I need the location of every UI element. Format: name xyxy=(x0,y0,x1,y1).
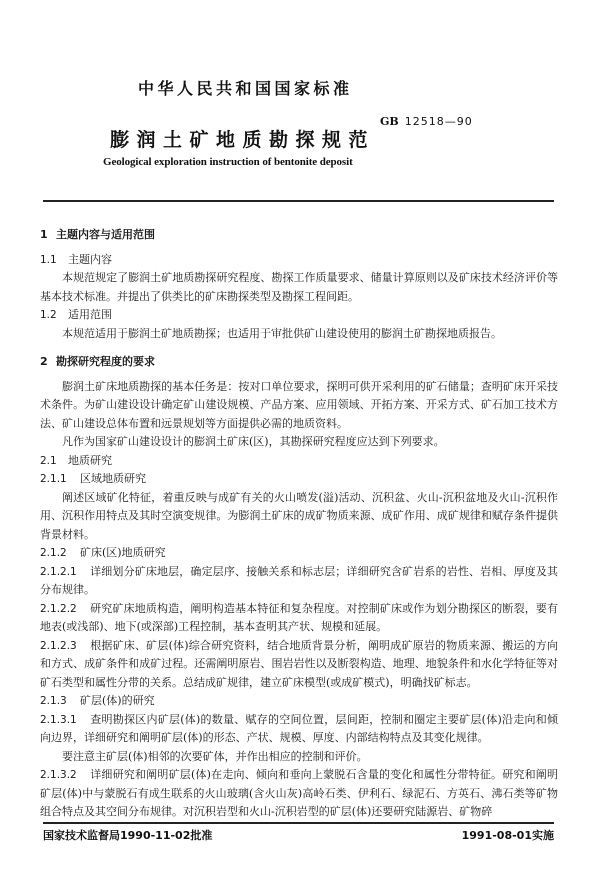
header-divider xyxy=(43,200,554,202)
section-1-2-text: 本规范适用于膨润土矿地质勘探；也适用于审批供矿山建设使用的膨润土矿勘探地质报告。 xyxy=(62,326,502,340)
clause-2-1-3-2: 2.1.3.2 详细研究和阐明矿层(体)在走向、倾向和垂向上蒙脱石含量的变化和属性分带特征。研究和阐明矿层(体)中与蒙脱石有成生联系的火山玻璃(含火山灰)高岭石类、伊利石、绿泥石、方英石、沸石类等矿物组合特点及其空间分布规律。对沉积岩型和火山-沉积岩型的矿层(体)还要研究陆源岩、矿物碎 xyxy=(40,768,558,818)
section-2-1-3-heading: 2.1.3 矿层(体)的研究 xyxy=(40,694,155,707)
approval-date: 国家技术监督局1990-11-02批准 xyxy=(43,829,213,842)
section-2-1-1-heading: 2.1.1 区域地质研究 xyxy=(40,472,146,485)
section-2-text-2: 凡作为国家矿山建设设计的膨润土矿床(区)，其勘探研究程度应达到下列要求。 xyxy=(62,435,445,448)
footer xyxy=(43,827,554,843)
section-1-2-heading: 1.2 适用范围 xyxy=(40,308,112,321)
clause-2-1-2-2: 2.1.2.2 研究矿床地质构造，阐明构造基本特征和复杂程度。对控制矿床或作为划分勘探区的断裂，要有地表(或浅部)、地下(或深部)工程控制，基本查明其产状、规模和延展。 xyxy=(40,601,558,633)
section-2-text-1: 膨润土矿床地质勘探的基本任务是：按对口单位要求，探明可供开采利用的矿石储量；查明矿床开采技术条件。为矿山建设设计确定矿山建设规模、产品方案、应用领域、开拓方案、开采方式、矿石加工技术方法、矿山建设总体布置和远景规划等方面提供必需的地质资料。 xyxy=(40,379,558,430)
document-body xyxy=(40,226,558,822)
clause-2-1-3-1: 2.1.3.1 查明勘探区内矿层(体)的数量、赋存的空间位置，层间距，控制和圈定主要矿层(体)沿走向和倾向边界，详细研究和阐明矿层(体)的形态、产状、规模、厚度、内部结构特点及其变化规律。 xyxy=(40,712,558,744)
national-standard-heading: 中华人民共和国国家标准 xyxy=(138,79,353,98)
section-1-heading: 1 主题内容与适用范围 xyxy=(40,228,155,241)
standard-number: 12518—90 xyxy=(404,115,473,128)
footer-divider xyxy=(43,822,554,824)
implementation-date: 1991-08-01实施 xyxy=(461,829,554,842)
section-2-1-2-heading: 2.1.2 矿床(区)地质研究 xyxy=(40,546,166,559)
section-2-1-1-text: 阐述区域矿化特征，着重反映与成矿有关的火山喷发(溢)活动、沉积盆、火山-沉积盆地及火山-沉积作用、沉积作用特点及其时空演变规律。为膨润土矿床的成矿物质来源、成矿作用、成矿规律和赋存条件提供背景材料。 xyxy=(40,490,558,541)
standard-prefix: GB xyxy=(380,115,399,128)
document-title-cn: 膨润土矿地质勘探规范 xyxy=(110,129,376,151)
clause-2-1-3-1-note: 要注意主矿层(体)相邻的次要矿体，并作出相应的控制和评价。 xyxy=(62,749,368,763)
clause-2-1-2-1: 2.1.2.1 详细划分矿床地层，确定层序、接触关系和标志层；详细研究含矿岩系的岩性、岩相、厚度及其分布规律。 xyxy=(40,564,558,596)
section-1-1-text: 本规范规定了膨润土矿地质勘探研究程度、勘探工作质量要求、储量计算原则以及矿床技术经济评价等基本技术标准。并提出了供类比的矿床勘探类型及勘探工程间距。 xyxy=(40,271,558,303)
section-2-heading: 2 勘探研究程度的要求 xyxy=(40,355,155,368)
clause-2-1-2-3: 2.1.2.3 根据矿床、矿层(体)综合研究资料，结合地质背景分析，阐明成矿原岩的物质来源、搬运的方向和方式、成矿条件和成矿过程。还需阐明原岩、围岩岩性以及断裂构造、地理、地貌条件和水化学特征等对矿石类型和属性分带的关系。总结成矿规律，建立矿床模型(或成矿模式)，明确找矿标志。 xyxy=(40,638,558,689)
section-1-1-heading: 1.1 主题内容 xyxy=(40,252,112,266)
standard-code xyxy=(380,115,473,128)
section-2-1-heading: 2.1 地质研究 xyxy=(40,453,112,467)
document-title-en: Geological exploration instruction of bentonite deposit xyxy=(103,156,353,168)
